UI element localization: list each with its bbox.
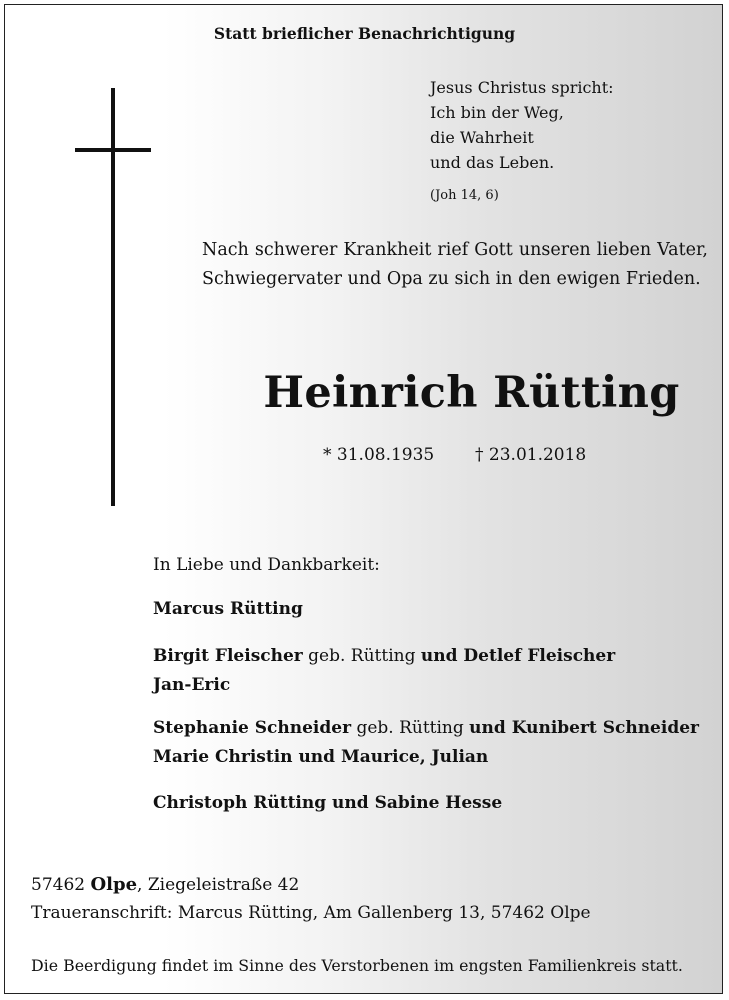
postal-code: 57462 bbox=[31, 875, 91, 895]
family-member-1: Marcus Rütting bbox=[153, 599, 303, 619]
family-member-2-partner: und Detlef Fleischer bbox=[420, 646, 616, 666]
quote-line-3: die Wahrheit bbox=[430, 128, 534, 147]
home-address bbox=[31, 874, 299, 895]
family-member-2-name: Birgit Fleischer bbox=[153, 646, 303, 666]
family-member-3-partner: und Kunibert Schneider bbox=[469, 718, 699, 738]
family-intro: In Liebe und Dankbarkeit: bbox=[153, 555, 380, 575]
obituary-notice bbox=[4, 4, 723, 994]
family-member-3-children: Marie Christin und Maurice, Julian bbox=[153, 747, 489, 767]
quote-line-4: und das Leben. bbox=[430, 153, 555, 172]
quote-line-2: Ich bin der Weg, bbox=[430, 103, 564, 122]
deceased-name: Heinrich Rütting bbox=[263, 368, 680, 418]
family-member-2-maiden: geb. Rütting bbox=[302, 646, 421, 666]
intro-text: Nach schwerer Krankheit rief Gott unseren lieben Vater, Schwiegervater und Opa zu sich in den ewigen Frieden. bbox=[202, 240, 708, 289]
cross-horizontal-bar bbox=[75, 148, 151, 152]
family-member-3-name: Stephanie Schneider bbox=[153, 718, 352, 738]
family-member-2 bbox=[153, 646, 615, 666]
family-member-2-child: Jan-Eric bbox=[153, 675, 231, 695]
mourning-address: Traueranschrift: Marcus Rütting, Am Gallenberg 13, 57462 Olpe bbox=[31, 903, 591, 923]
street: , Ziegeleistraße 42 bbox=[137, 875, 300, 895]
birth-date: * 31.08.1935 bbox=[323, 445, 435, 465]
quote-reference: (Joh 14, 6) bbox=[430, 188, 499, 203]
notice-header: Statt brieflicher Benachrichtigung bbox=[213, 24, 516, 43]
family-member-3 bbox=[153, 718, 699, 738]
family-member-3-maiden: geb. Rütting bbox=[351, 718, 470, 738]
family-member-4: Christoph Rütting und Sabine Hesse bbox=[153, 793, 503, 813]
quote-line-1: Jesus Christus spricht: bbox=[430, 78, 614, 97]
burial-note: Die Beerdigung findet im Sinne des Verstorbenen im engsten Familienkreis statt. bbox=[31, 956, 683, 975]
death-date: † 23.01.2018 bbox=[475, 445, 587, 465]
city-name: Olpe bbox=[90, 874, 138, 895]
